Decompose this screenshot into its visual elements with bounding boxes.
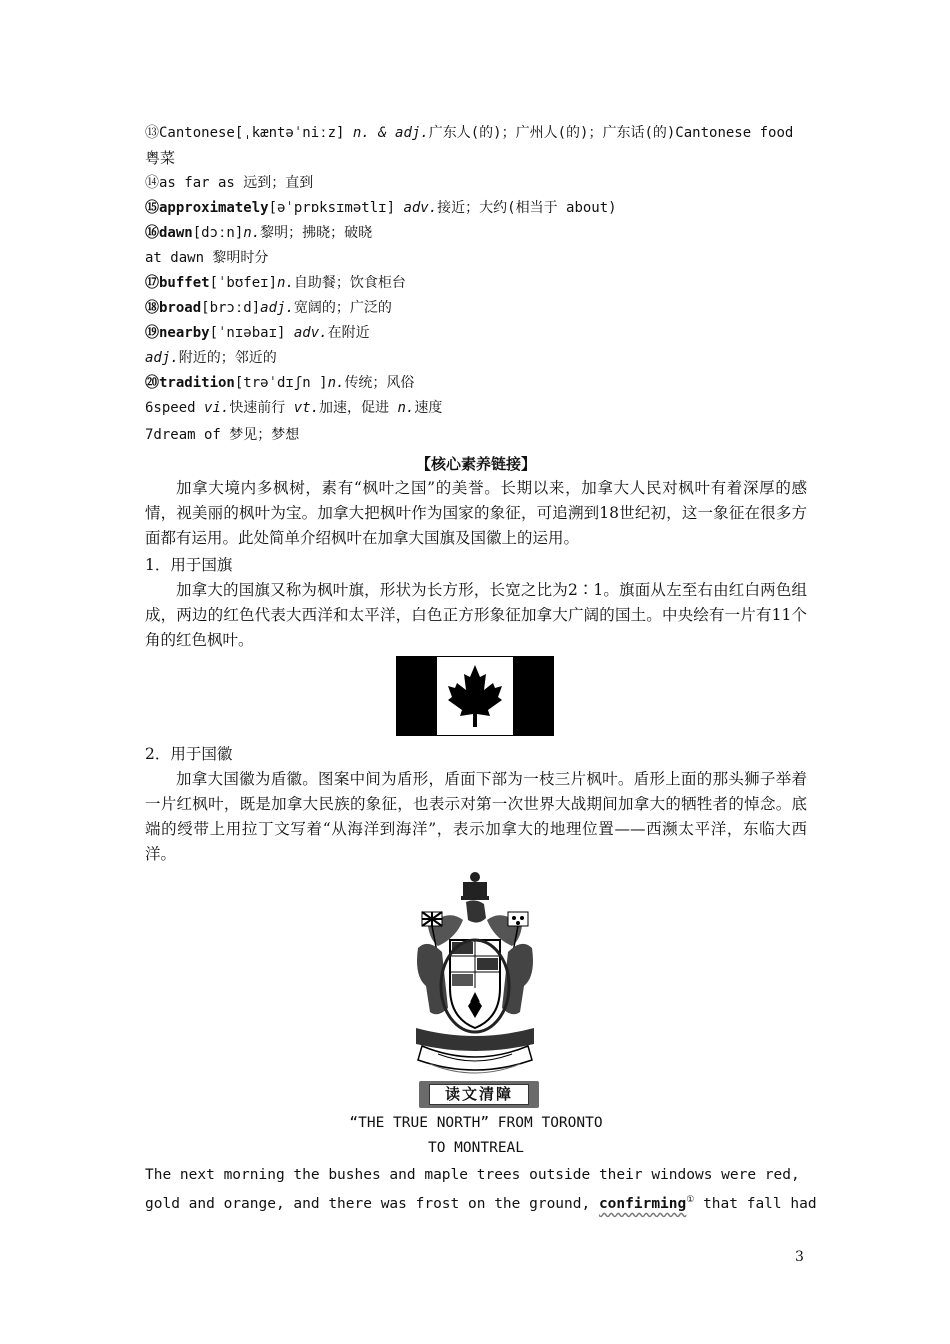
banner-label: 读文清障 bbox=[429, 1084, 529, 1105]
vocab-cantonese: ⑬Cantonese[ˌkæntəˈniːz] n. & adj.广东人(的)；广州人(的)；广东话(的)Cantonese food bbox=[145, 125, 794, 141]
reading-title-line2: TO MONTREAL bbox=[427, 1140, 525, 1156]
vocab-highlight-confirming: confirming bbox=[598, 1195, 687, 1212]
item2-title: 2．用于国徽 bbox=[145, 745, 233, 763]
page-number: 3 bbox=[795, 1249, 804, 1265]
reading-title-line1: “THE TRUE NORTH” FROM TORONTO bbox=[349, 1115, 603, 1131]
intro-paragraph: 加拿大境内多枫树，素有“枫叶之国”的美誉。长期以来，加拿大人民对枫叶有着深厚的感情，视美丽的枫叶为宝。加拿大把枫叶作为国家的象征，可追溯到18世纪初，这一象征在很多方面都有运用。此处简单介绍枫叶在加拿大国旗及国徽上的运用。 bbox=[145, 479, 807, 547]
flag-right-band bbox=[513, 657, 553, 735]
canada-coat-of-arms-image bbox=[408, 868, 542, 1076]
section-heading: 【核心素养链接】 bbox=[415, 455, 536, 473]
vocab-tradition: ⑳tradition[trəˈdɪʃn ]n.传统；风俗 bbox=[145, 375, 415, 391]
crown-icon bbox=[461, 872, 489, 900]
flag-left-band bbox=[397, 657, 437, 735]
reading-line1: The next morning the bushes and maple trees outside their windows were red, bbox=[145, 1167, 800, 1183]
reading-line2: gold and orange, and there was frost on the ground, confirming① that fall had bbox=[145, 1195, 817, 1212]
vocab-cantonese-cont: 粤菜 bbox=[145, 149, 176, 167]
vocab-broad: ⑱broad[brɔːd]adj.宽阔的；广泛的 bbox=[145, 300, 392, 316]
vocab-at-dawn: at dawn 黎明时分 bbox=[145, 250, 269, 266]
canada-flag-image bbox=[396, 656, 554, 736]
vocab-approximately: ⑮approximately[əˈprɒksɪmətlɪ] adv.接近；大约(相当于 about) bbox=[145, 200, 617, 216]
vocab-nearby: ⑲nearby[ˈnɪəbaɪ] adv.在附近 bbox=[145, 325, 370, 341]
vocab-buffet: ⑰buffet[ˈbʊfeɪ]n.自助餐；饮食柜台 bbox=[145, 275, 406, 291]
item2-body: 加拿大国徽为盾徽。图案中间为盾形，盾面下部为一枝三片枫叶。盾形上面的那头狮子举着一片红枫叶，既是加拿大民族的象征，也表示对第一次世界大战期间加拿大的牺牲者的悼念。底端的绶带上用拉丁文写着“从海洋到海洋”，表示加拿大的地理位置——西濒太平洋，东临大西洋。 bbox=[145, 770, 807, 863]
vocab-as-far-as: ⑭as far as 远到；直到 bbox=[145, 175, 314, 191]
vocab-nearby-adj: adj.附近的；邻近的 bbox=[145, 350, 277, 366]
vocab-dream-of: 7dream of 梦见；梦想 bbox=[145, 427, 300, 443]
section-banner bbox=[419, 1081, 539, 1108]
maple-leaf-icon bbox=[446, 663, 504, 729]
vocab-speed: 6speed vi.快速前行 vt.加速，促进 n.速度 bbox=[145, 400, 443, 416]
vocab-dawn: ⑯dawn[dɔːn]n.黎明；拂晓；破晓 bbox=[145, 225, 373, 241]
item1-body: 加拿大的国旗又称为枫叶旗，形状为长方形，长宽之比为2∶1。旗面从左至右由红白两色组成，两边的红色代表大西洋和太平洋，白色正方形象征加拿大广阔的国土。中央绘有一片有11个角的红色枫叶。 bbox=[145, 581, 807, 649]
item1-title: 1．用于国旗 bbox=[145, 556, 233, 574]
